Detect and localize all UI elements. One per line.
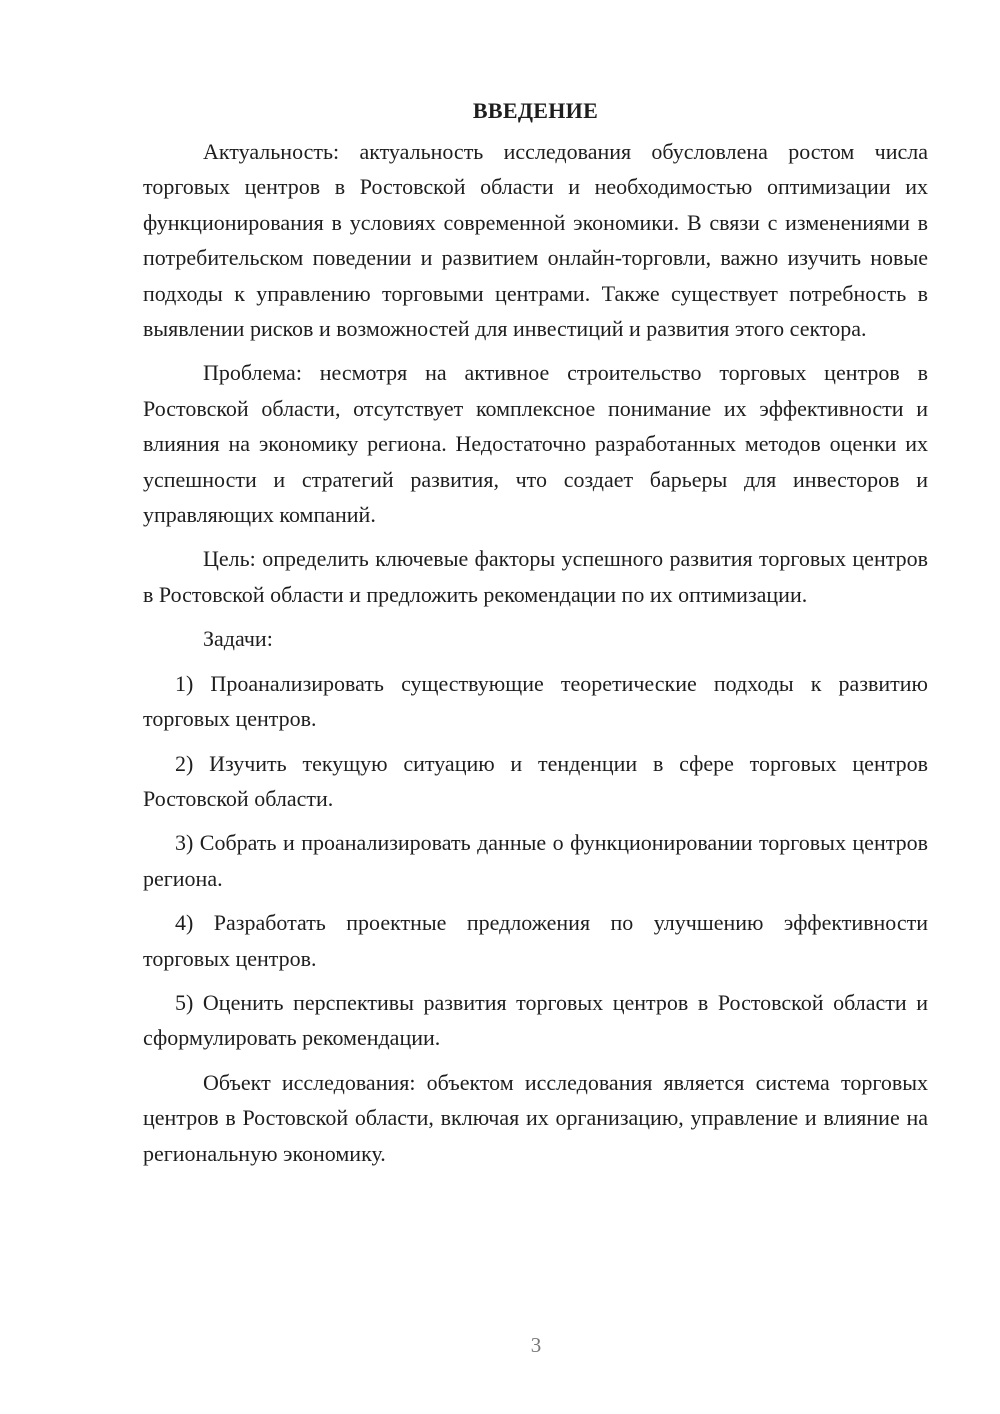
list-item: 4) Разработать проектные предложения по улучшению эффективности торговых центров. [143, 910, 928, 971]
relevance-paragraph: Актуальность: актуальность исследования обусловлена ростом числа торговых центров в Ростовской области и необходимостью оптимизации их функционирования в условиях современной экономики. В связи с изменениями в потребительском поведении и развитием онлайн-торговли, важно изучить новые подходы к управлению торговыми центрами. Также существует потребность в выявлении рисков и возможностей для инвестиций и развития этого сектора. [143, 139, 928, 342]
list-item: 5) Оценить перспективы развития торговых центров в Ростовской области и сформулировать рекомендации. [143, 989, 928, 1051]
object-paragraph: Объект исследования: объектом исследования является система торговых центров в Ростовской области, включая их организацию, управление и влияние на региональную экономику. [143, 1069, 928, 1166]
page-title: ВВЕДЕНИЕ [472, 98, 599, 123]
list-item: 2) Изучить текущую ситуацию и тенденции в сфере торговых центров Ростовской области. [143, 750, 928, 811]
page-number: 3 [530, 1333, 542, 1357]
document-page [143, 96, 928, 1180]
list-item: 3) Собрать и проанализировать данные о функционировании торговых центров региона. [143, 830, 928, 891]
tasks-list [143, 666, 928, 1056]
goal-paragraph: Цель: определить ключевые факторы успешного развития торговых центров в Ростовской области и предложить рекомендации по их оптимизации. [143, 546, 928, 607]
tasks-heading: Задачи: [203, 626, 273, 652]
problem-paragraph: Проблема: несмотря на активное строительство торговых центров в Ростовской области, отсутствует комплексное понимание их эффективности и влияния на экономику региона. Недостаточно разработанных методов оценки их успешности и стратегий развития, что создает барьеры для инвесторов и управляющих компаний. [143, 360, 928, 528]
list-item: 1) Проанализировать существующие теоретические подходы к развитию торговых центров. [143, 670, 928, 732]
